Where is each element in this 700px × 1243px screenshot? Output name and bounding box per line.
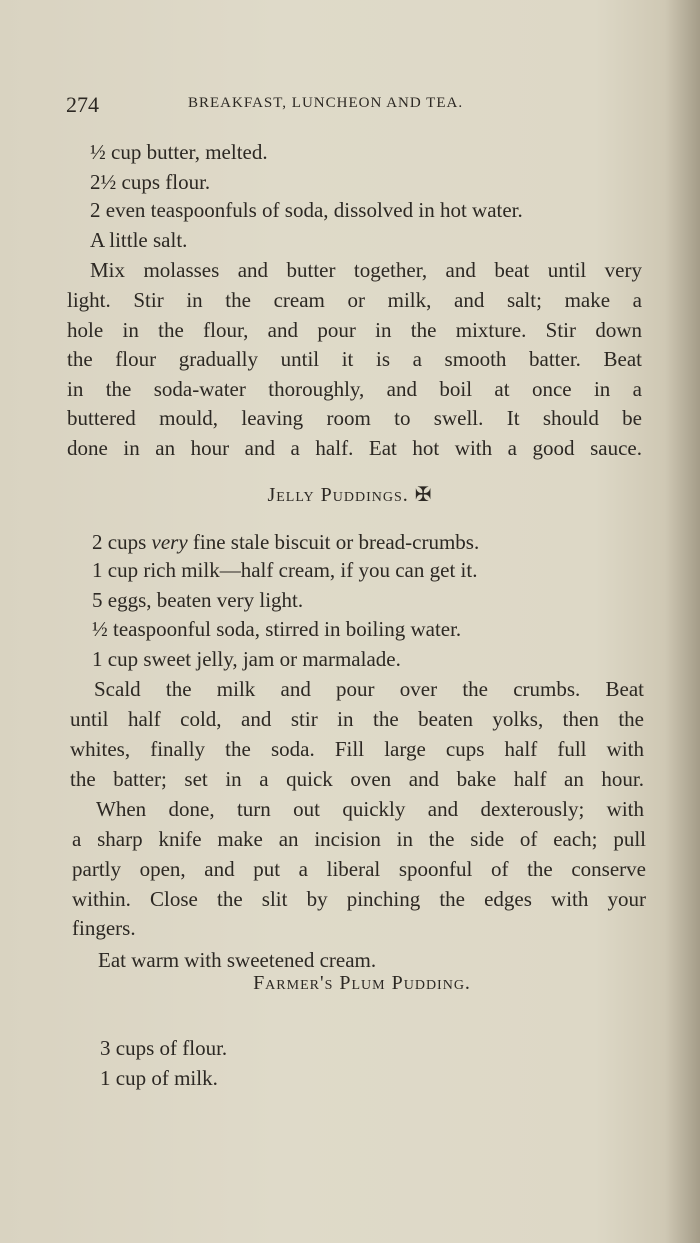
paragraph-line: the batter; set in a quick oven and bake half an hour. — [70, 767, 644, 791]
paragraph-line: Scald the milk and pour over the crumbs. Beat — [94, 677, 644, 701]
paragraph-line: done in an hour and a half. Eat hot with a good sauce. — [67, 436, 642, 460]
paragraph-line: Eat warm with sweetened cream. — [98, 948, 377, 972]
paragraph-line: hole in the flour, and pour in the mixture. Stir down — [67, 318, 642, 342]
ingredient-line: 1 cup of milk. — [100, 1066, 218, 1090]
ingredient-line — [92, 530, 479, 554]
emphasis: very — [151, 530, 188, 554]
paragraph-line: Mix molasses and butter together, and beat until very — [90, 258, 642, 282]
running-title: BREAKFAST, LUNCHEON AND TEA. — [188, 95, 464, 111]
ingredient-line: 5 eggs, beaten very light. — [92, 588, 304, 612]
ingredient-line: 2½ cups flour. — [90, 170, 211, 194]
paragraph-line: When done, turn out quickly and dexterously; with — [96, 797, 644, 821]
paragraph-line: a sharp knife make an incision in the side of each; pull — [72, 827, 646, 851]
ingredient-line: 2 even teaspoonfuls of soda, dissolved in hot water. — [90, 198, 523, 222]
ingredient-line: 3 cups of flour. — [100, 1036, 228, 1060]
ingredient-line: ½ cup butter, melted. — [90, 140, 268, 164]
paragraph-line: in the soda-water thoroughly, and boil at once in a — [67, 377, 642, 401]
paragraph-line: fingers. — [72, 916, 136, 940]
paragraph-line: buttered mould, leaving room to swell. It should be — [67, 406, 642, 430]
ingredient-line: 1 cup sweet jelly, jam or marmalade. — [92, 647, 401, 671]
ingredient-line: A little salt. — [90, 228, 188, 252]
paragraph-line: partly open, and put a liberal spoonful of the conserve — [72, 857, 646, 881]
ingredient-line: ½ teaspoonful soda, stirred in boiling water. — [92, 617, 462, 641]
paragraph-line: light. Stir in the cream or milk, and salt; make a — [67, 288, 642, 312]
cross-mark-icon: ✠ — [414, 484, 433, 506]
paragraph-line: within. Close the slit by pinching the edges with your — [72, 887, 646, 911]
paragraph-line: the flour gradually until it is a smooth batter. Beat — [67, 347, 642, 371]
recipe-title-farmers-plum-pudding: Farmer's Plum Pudding. — [253, 972, 471, 994]
page-number: 274 — [66, 92, 99, 117]
text: 2 cups — [92, 530, 152, 554]
ingredient-line: 1 cup rich milk—half cream, if you can get it. — [92, 558, 478, 582]
paragraph-line: whites, finally the soda. Fill large cups half full with — [70, 737, 644, 761]
title-text: Jelly Puddings. — [267, 484, 409, 506]
text: fine stale biscuit or bread-crumbs. — [187, 530, 480, 554]
recipe-title-jelly-puddings — [0, 482, 700, 507]
paragraph-line: until half cold, and stir in the beaten yolks, then the — [70, 707, 644, 731]
